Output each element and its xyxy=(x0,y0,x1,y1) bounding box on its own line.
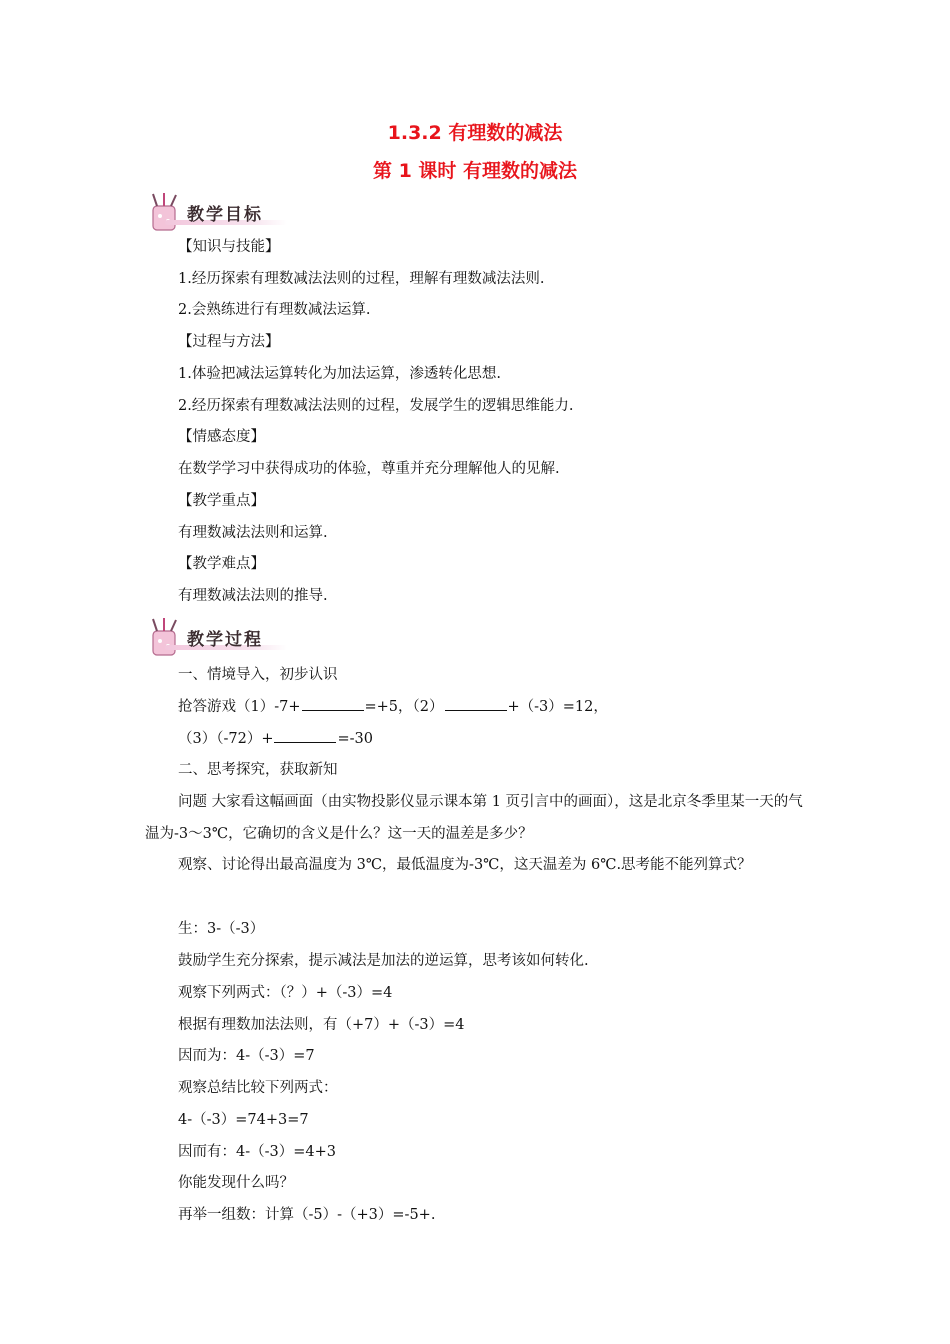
answer-blank-3 xyxy=(274,730,336,743)
answer-blank-1 xyxy=(302,698,364,711)
game-text-a: 抢答游戏（1）-7+ xyxy=(178,699,301,715)
attitude-item-1: 在数学学习中获得成功的体验，尊重并充分理解他人的见解. xyxy=(178,461,560,477)
observe-two-formulas: 观察下列两式：（？）+（-3）=4 xyxy=(178,985,393,1001)
lesson-subtitle: 第 1 课时 有理数的减法 xyxy=(372,160,578,182)
section-badge-process xyxy=(145,615,290,659)
knowledge-item-2: 2.会熟练进行有理数减法运算. xyxy=(178,302,371,318)
addition-rule: 根据有理数加法法则，有（+7）+（-3）=4 xyxy=(178,1017,465,1033)
another-example: 再举一组数：计算（-5）-（+3）=-5+. xyxy=(178,1207,436,1223)
step-1-heading: 一、情境导入，初步认识 xyxy=(178,667,338,683)
process-heading: 【过程与方法】 xyxy=(178,334,280,350)
knowledge-item-1: 1.经历探索有理数减法法则的过程，理解有理数减法法则. xyxy=(178,271,545,287)
game-text-d: （3）（-72）+ xyxy=(178,731,274,747)
discover-question: 你能发现什么吗？ xyxy=(178,1175,294,1191)
encourage-text: 鼓励学生充分探索，提示减法是加法的逆运算，思考该如何转化. xyxy=(178,953,589,969)
therefore-2: 因而有：4-（-3）=4+3 xyxy=(178,1144,336,1160)
observe-paragraph: 观察、讨论得出最高温度为 3℃，最低温度为-3℃，这天温差为 6℃.思考能不能列算式？ xyxy=(178,857,752,873)
compare-text: 观察总结比较下列两式： xyxy=(178,1080,338,1096)
section-badge-goals xyxy=(145,190,290,234)
process-item-1: 1.体验把减法运算转化为加法运算，渗透转化思想. xyxy=(178,366,501,382)
process-item-2: 2.经历探索有理数减法法则的过程，发展学生的逻辑思维能力. xyxy=(178,398,574,414)
attitude-heading: 【情感态度】 xyxy=(178,429,265,445)
game-text-b: =+5，（2） xyxy=(364,699,444,715)
pencil-cup-icon xyxy=(145,617,185,657)
key-item-1: 有理数减法法则和运算. xyxy=(178,525,328,541)
equation-1: 4-（-3）=74+3=7 xyxy=(178,1112,309,1128)
badge-label: 教学目标 xyxy=(187,205,263,225)
key-heading: 【教学重点】 xyxy=(178,493,265,509)
game-line-2 xyxy=(178,730,373,748)
student-answer: 生：3-（-3） xyxy=(178,921,265,937)
problem-paragraph: 问题 大家看这幅画面（由实物投影仪显示课本第 1 页引言中的画面），这是北京冬季里某一天的气温为-3～3℃，它确切的含义是什么？这一天的温差是多少？ xyxy=(145,794,803,842)
answer-blank-2 xyxy=(445,698,507,711)
badge-label: 教学过程 xyxy=(187,630,263,650)
game-line-1 xyxy=(178,698,608,716)
lesson-title: 1.3.2 有理数的减法 xyxy=(387,122,563,144)
game-text-c: +（-3）=12， xyxy=(507,699,608,715)
game-text-e: =-30 xyxy=(337,731,373,747)
knowledge-heading: 【知识与技能】 xyxy=(178,239,280,255)
therefore-1: 因而为：4-（-3）=7 xyxy=(178,1048,315,1064)
difficulty-heading: 【教学难点】 xyxy=(178,556,265,572)
pencil-cup-icon xyxy=(145,192,185,232)
difficulty-item-1: 有理数减法法则的推导. xyxy=(178,588,328,604)
step-2-heading: 二、思考探究，获取新知 xyxy=(178,762,338,778)
